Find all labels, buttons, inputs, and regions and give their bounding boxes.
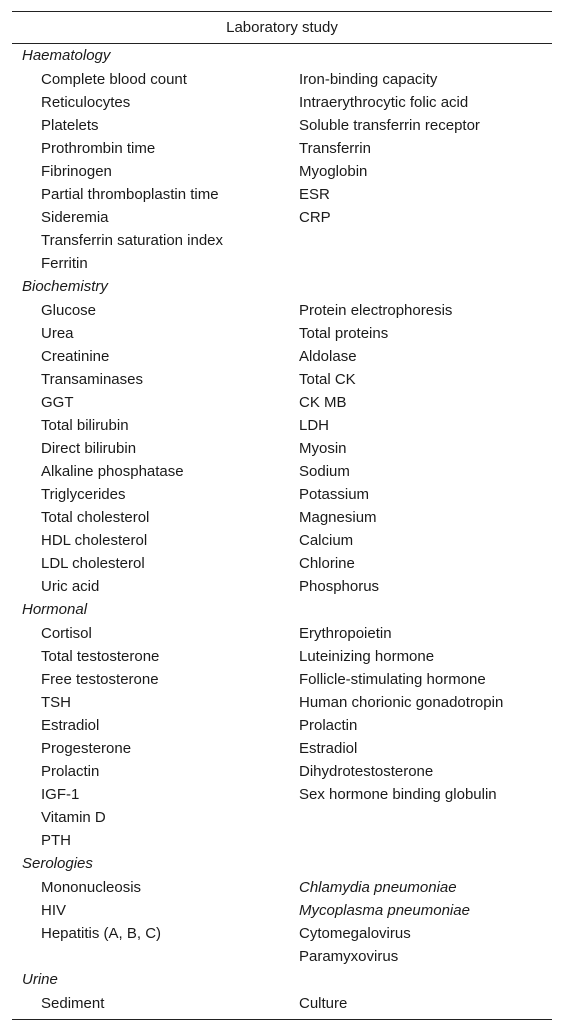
test-name-right: Calcium — [299, 532, 354, 549]
test-name-left: HDL cholesterol — [41, 532, 148, 549]
table-row — [12, 668, 552, 691]
table-row — [12, 876, 552, 899]
test-name-left: Sediment — [41, 995, 105, 1012]
section-title: Hormonal — [22, 601, 88, 618]
table-row — [12, 760, 552, 783]
test-name-left: Prothrombin time — [41, 140, 156, 157]
test-name-left: Partial thromboplastin time — [41, 186, 219, 203]
test-name-right: Myoglobin — [299, 163, 368, 180]
section-title: Haematology — [22, 47, 111, 64]
section-title: Serologies — [22, 855, 93, 872]
table-row — [12, 206, 552, 229]
test-name-left: Sideremia — [41, 209, 109, 226]
test-name-left: Free testosterone — [41, 671, 159, 688]
table-row — [12, 368, 552, 391]
table-row — [12, 899, 552, 922]
test-name-left: HIV — [41, 902, 67, 919]
table-row — [12, 783, 552, 806]
test-name-right: Estradiol — [299, 740, 358, 757]
table-row — [12, 483, 552, 506]
test-name-left: Vitamin D — [41, 809, 106, 826]
test-name-left: Total testosterone — [41, 648, 160, 665]
test-name-right: Chlamydia pneumoniae — [299, 879, 457, 896]
test-name-left: Fibrinogen — [41, 163, 112, 180]
test-name-right: Luteinizing hormone — [299, 648, 435, 665]
table-row — [12, 91, 552, 114]
test-name-left: Reticulocytes — [41, 94, 131, 111]
test-name-right: Protein electrophoresis — [299, 302, 453, 319]
test-name-left: Triglycerides — [41, 486, 126, 503]
section-title: Biochemistry — [22, 278, 108, 295]
test-name-right: LDH — [299, 417, 330, 434]
test-name-right: Sodium — [299, 463, 350, 480]
test-name-left: Mononucleosis — [41, 879, 142, 896]
test-name-right: Paramyxovirus — [299, 948, 399, 965]
table-row — [12, 322, 552, 345]
test-name-right: Cytomegalovirus — [299, 925, 411, 942]
section-hormonal — [12, 598, 552, 852]
test-name-right: Chlorine — [299, 555, 355, 572]
test-name-left: Creatinine — [41, 348, 110, 365]
test-name-right: Erythropoietin — [299, 625, 392, 642]
table-row — [12, 575, 552, 598]
section-serologies — [12, 852, 552, 968]
table-row — [12, 506, 552, 529]
table-row — [12, 183, 552, 206]
test-name-right: Phosphorus — [299, 578, 380, 595]
test-name-left: IGF-1 — [41, 786, 80, 803]
test-name-left: Cortisol — [41, 625, 92, 642]
test-name-left: Total bilirubin — [41, 417, 129, 434]
table-row — [12, 645, 552, 668]
test-name-left: TSH — [41, 694, 71, 711]
test-name-left: Uric acid — [41, 578, 100, 595]
test-name-left: Direct bilirubin — [41, 440, 137, 457]
table-row — [12, 229, 552, 252]
test-name-left: Estradiol — [41, 717, 100, 734]
test-name-right: Dihydrotestosterone — [299, 763, 434, 780]
test-name-left: Glucose — [41, 302, 97, 319]
test-name-left: Progesterone — [41, 740, 132, 757]
table-row — [12, 552, 552, 575]
test-name-right: Mycoplasma pneumoniae — [299, 902, 470, 919]
table-row — [12, 992, 552, 1015]
test-name-left: Total cholesterol — [41, 509, 150, 526]
section-haematology — [12, 44, 552, 275]
test-name-left: LDL cholesterol — [41, 555, 145, 572]
test-name-right: CRP — [299, 209, 331, 226]
section-urine — [12, 968, 552, 1015]
test-name-right: Iron-binding capacity — [299, 71, 438, 88]
test-name-left: PTH — [41, 832, 71, 849]
test-name-right: Follicle-stimulating hormone — [299, 671, 486, 688]
table-row — [12, 945, 552, 968]
table-bottom-rule — [12, 1015, 552, 1020]
table-row — [12, 714, 552, 737]
test-name-right: Myosin — [299, 440, 347, 457]
test-name-right: Transferrin — [299, 140, 371, 157]
test-name-left: Urea — [41, 325, 74, 342]
table-row — [12, 529, 552, 552]
test-name-right: Aldolase — [299, 348, 357, 365]
table-row — [12, 391, 552, 414]
test-name-right: Culture — [299, 995, 348, 1012]
test-name-right: Total proteins — [299, 325, 389, 342]
test-name-right: CK MB — [299, 394, 347, 411]
test-name-left: GGT — [41, 394, 74, 411]
table-body — [12, 44, 552, 1015]
table-row — [12, 829, 552, 852]
test-name-right: Intraerythrocytic folic acid — [299, 94, 469, 111]
table-row — [12, 68, 552, 91]
test-name-left: Platelets — [41, 117, 99, 134]
test-name-right: Total CK — [299, 371, 356, 388]
table-row — [12, 460, 552, 483]
test-name-right: Potassium — [299, 486, 370, 503]
test-name-left: Alkaline phosphatase — [41, 463, 184, 480]
test-name-right: Soluble transferrin receptor — [299, 117, 480, 134]
table-row — [12, 252, 552, 275]
table-row — [12, 806, 552, 829]
table-row — [12, 622, 552, 645]
laboratory-study-table — [12, 11, 552, 1020]
table-row — [12, 691, 552, 714]
table-row — [12, 414, 552, 437]
table-row — [12, 737, 552, 760]
test-name-left: Transferrin saturation index — [41, 232, 224, 249]
test-name-right: Sex hormone binding globulin — [299, 786, 497, 803]
table-row — [12, 299, 552, 322]
test-name-left: Complete blood count — [41, 71, 187, 88]
test-name-left: Hepatitis (A, B, C) — [41, 925, 162, 942]
test-name-left: Prolactin — [41, 763, 100, 780]
table-row — [12, 114, 552, 137]
test-name-left: Ferritin — [41, 255, 88, 272]
section-title: Urine — [22, 971, 58, 988]
table-row — [12, 345, 552, 368]
table-row — [12, 437, 552, 460]
test-name-right: Human chorionic gonadotropin — [299, 694, 504, 711]
test-name-left: Transaminases — [41, 371, 143, 388]
table-header: Laboratory study — [12, 12, 552, 44]
table-row — [12, 160, 552, 183]
table-row — [12, 137, 552, 160]
test-name-right: Prolactin — [299, 717, 358, 734]
section-biochemistry — [12, 275, 552, 598]
test-name-right: ESR — [299, 186, 330, 203]
test-name-right: Magnesium — [299, 509, 377, 526]
table-row — [12, 922, 552, 945]
